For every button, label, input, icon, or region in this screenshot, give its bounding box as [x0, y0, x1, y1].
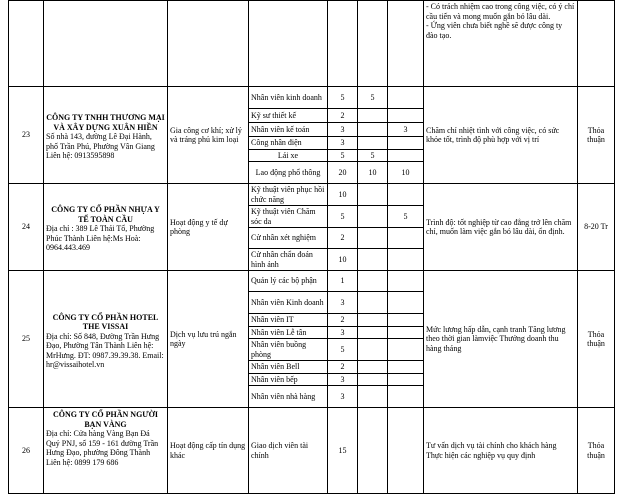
quantity-trained: 5 — [388, 206, 424, 228]
position-title: Kỹ sư thiết kế — [249, 109, 328, 123]
quantity-female — [358, 123, 388, 137]
quantity-total: 15 — [328, 408, 358, 494]
quantity-female — [358, 292, 388, 314]
quantity-total: 3 — [328, 123, 358, 137]
quantity-trained: 3 — [388, 123, 424, 137]
table-row-continuation — [9, 1, 615, 87]
row-number: 24 — [9, 184, 44, 271]
industry-cell: Hoạt động y tế dự phòng — [168, 184, 249, 271]
quantity-trained — [388, 271, 424, 292]
table-row — [9, 271, 615, 292]
quantity-total: 1 — [328, 271, 358, 292]
company-cell — [44, 271, 168, 408]
position-title: Lao động phổ thông — [249, 162, 328, 184]
quantity-total: 3 — [328, 326, 358, 339]
quantity-total: 3 — [328, 292, 358, 314]
quantity-total: 5 — [328, 206, 358, 228]
salary-cell: Thỏa thuận — [578, 87, 615, 184]
position-title: Quản lý các bộ phận — [249, 271, 328, 292]
quantity-total: 5 — [328, 149, 358, 162]
company-name: CÔNG TY CỔ PHẦN HOTEL THE VISSAI — [52, 312, 159, 331]
row-number: 25 — [9, 271, 44, 408]
quantity-trained — [388, 87, 424, 109]
salary-cell: Thỏa thuận — [578, 271, 615, 408]
position-title: Nhân viên buồng phòng — [249, 339, 328, 361]
quantity-female — [358, 271, 388, 292]
quantity-female — [358, 249, 388, 271]
position-title: Cử nhân chẩn đoán hình ảnh — [249, 249, 328, 271]
quantity-female — [358, 206, 388, 228]
position-title: Kỹ thuật viên Chăm sóc da — [249, 206, 328, 228]
position-title: Nhân viên Lễ tân — [249, 326, 328, 339]
position-title: Nhân viên kế toán — [249, 123, 328, 137]
quantity-total: 3 — [328, 137, 358, 150]
quantity-trained: 10 — [388, 162, 424, 184]
quantity-trained — [388, 361, 424, 374]
position-title: Cử nhân xét nghiệm — [249, 228, 328, 249]
quantity-female — [358, 228, 388, 249]
quantity-trained — [388, 109, 424, 123]
position-title: Kỹ thuật viên phục hồi chức năng — [249, 184, 328, 206]
position-title: Nhân viên IT — [249, 314, 328, 327]
quantity-female: 10 — [358, 162, 388, 184]
quantity-female — [358, 373, 388, 386]
job-table — [8, 0, 615, 494]
company-info: Số nhà 143, đường Lê Đại Hành, phố Trần Phú, Phường Vân Giang Liên hệ: 0913595898 — [46, 132, 155, 161]
quantity-total: 20 — [328, 162, 358, 184]
company-info: Địa chỉ : 389 Lê Thái Tổ, Phường Phúc Thành Liên hệ:Ms Hoà: 0964.443.469 — [46, 224, 155, 253]
quantity-total: 2 — [328, 109, 358, 123]
quantity-female — [358, 137, 388, 150]
table-row — [9, 184, 615, 206]
quantity-total: 5 — [328, 339, 358, 361]
industry-cell: Hoạt động cấp tín dụng khác — [168, 408, 249, 494]
row-number: 23 — [9, 87, 44, 184]
requirements-cell: Trình độ: tốt nghiệp từ cao đẳng trở lên chăm chỉ, muốn làm việc gắn bó lâu dài, ổn định. — [424, 184, 578, 271]
salary-cell: 8-20 Tr — [578, 184, 615, 271]
quantity-trained — [388, 249, 424, 271]
quantity-trained — [388, 314, 424, 327]
quantity-trained — [388, 408, 424, 494]
quantity-female — [358, 386, 388, 408]
quantity-trained — [388, 228, 424, 249]
quantity-total: 2 — [328, 228, 358, 249]
quantity-female — [358, 408, 388, 494]
quantity-female — [358, 184, 388, 206]
quantity-trained — [388, 339, 424, 361]
company-info: Địa chỉ: Cửa hàng Vàng Bạn Đá Quý PNJ, số 159 - 161 đường Trần Hưng Đạo, phường Đông Thành Liên hệ: 0899 179 686 — [46, 429, 159, 467]
quantity-total: 5 — [328, 87, 358, 109]
position-title: Nhân viên kinh doanh — [249, 87, 328, 109]
company-name: CÔNG TY TNHH THƯƠNG MẠI VÀ XÂY DỰNG XUÂN HIỀN — [46, 113, 165, 132]
quantity-total: 10 — [328, 249, 358, 271]
quantity-trained — [388, 184, 424, 206]
position-title: Nhân viên Bell — [249, 361, 328, 374]
quantity-trained — [388, 386, 424, 408]
salary-cell: Thỏa thuận — [578, 408, 615, 494]
company-name: CÔNG TY CỔ PHẦN NGƯỜI BẠN VÀNG — [52, 410, 159, 429]
company-cell — [44, 87, 168, 184]
row-number: 26 — [9, 408, 44, 494]
company-info: Địa chỉ: Số 848, Đường Trần Hưng Đạo, Phường Tân Thành Liên hệ: MrHưng. ĐT: 0987.39.39.38. Email: hr@vissaihotel.vn — [46, 331, 164, 369]
quantity-female: 5 — [358, 87, 388, 109]
position-title: Lái xe — [249, 149, 328, 162]
quantity-trained — [388, 326, 424, 339]
quantity-female — [358, 339, 388, 361]
quantity-total: 3 — [328, 386, 358, 408]
table-row — [9, 408, 615, 494]
requirement-line: - Có trách nhiệm cao trong công việc, có ý chí cầu tiến và mong muốn gắn bó lâu dài. — [426, 2, 575, 21]
company-cell — [44, 408, 168, 494]
position-title: Giao dịch viên tài chính — [249, 408, 328, 494]
table-row — [9, 87, 615, 109]
requirements-cell: Chăm chỉ nhiệt tình với công việc, có sức khỏe tốt, trình độ phù hợp với vị trí — [424, 87, 578, 184]
quantity-total: 2 — [328, 361, 358, 374]
quantity-female — [358, 109, 388, 123]
company-name: CÔNG TY CỔ PHẦN NHỰA Y TẾ TOÀN CẦU — [51, 205, 160, 224]
company-cell — [44, 184, 168, 271]
position-title: Nhân viên bếp — [249, 373, 328, 386]
position-title: Nhân viên nhà hàng — [249, 386, 328, 408]
quantity-trained — [388, 373, 424, 386]
quantity-female — [358, 326, 388, 339]
quantity-trained — [388, 149, 424, 162]
quantity-female — [358, 361, 388, 374]
industry-cell: Dịch vụ lưu trú ngắn ngày — [168, 271, 249, 408]
requirements-cell: Mức lương hấp dẫn, cạnh tranh Tăng lương theo thời gian làmviệc Thưởng doanh thu hàng tháng — [424, 271, 578, 408]
requirements-cell: Tư vấn dịch vụ tài chính cho khách hàng Thực hiện các nghiệp vụ quy định — [424, 408, 578, 494]
quantity-female — [358, 314, 388, 327]
quantity-female: 5 — [358, 149, 388, 162]
quantity-trained — [388, 137, 424, 150]
requirement-line: - Ứng viên chưa biết nghề sẽ được công ty đào tạo. — [426, 21, 563, 40]
industry-cell: Gia công cơ khí; xử lý và tráng phủ kim loại — [168, 87, 249, 184]
quantity-total: 10 — [328, 184, 358, 206]
requirements-cell — [424, 1, 578, 87]
quantity-trained — [388, 292, 424, 314]
position-title: Nhân viên Kinh doanh — [249, 292, 328, 314]
quantity-total: 2 — [328, 314, 358, 327]
position-title: Công nhân điện — [249, 137, 328, 150]
quantity-total: 3 — [328, 373, 358, 386]
